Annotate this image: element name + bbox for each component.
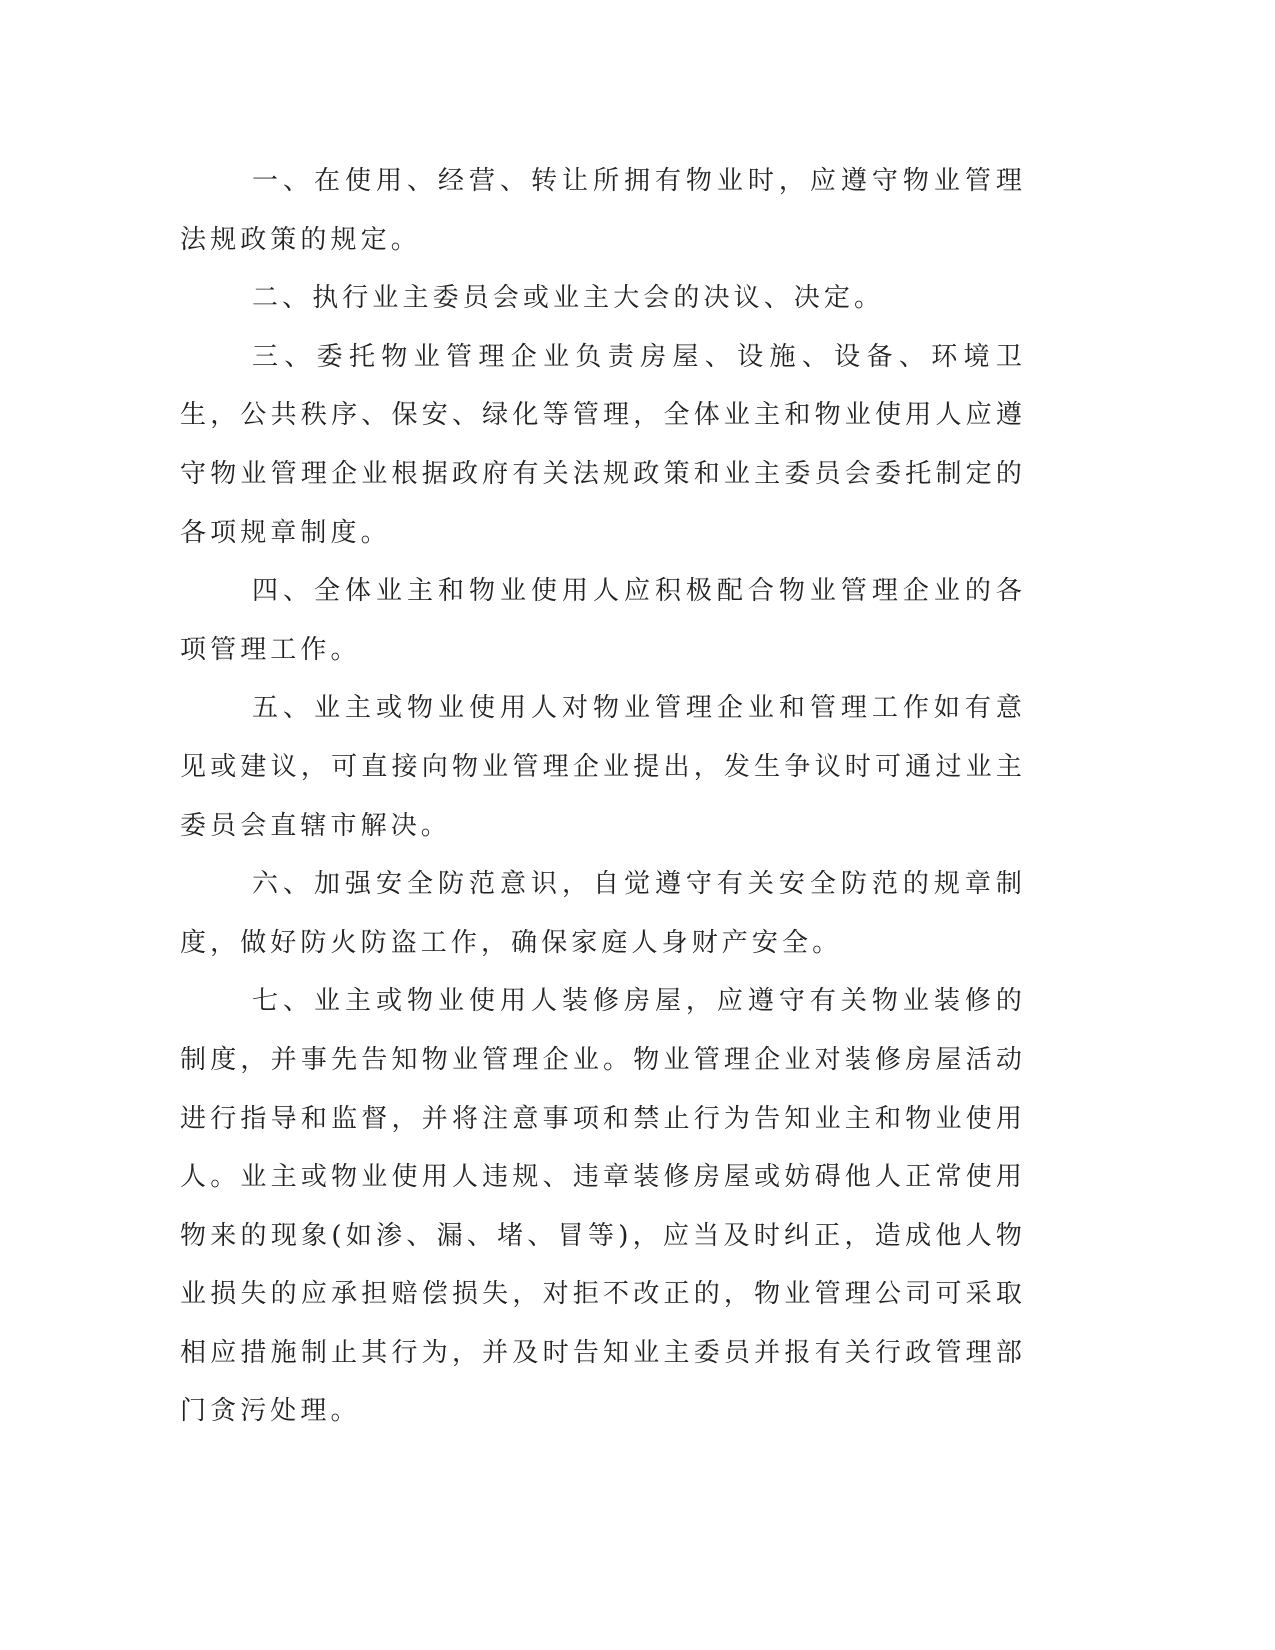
paragraph-1: 一、在使用、经营、转让所拥有物业时，应遵守物业管理法规政策的规定。 xyxy=(180,166,1026,255)
paragraph-3: 三、委托物业管理企业负责房屋、设施、设备、环境卫生，公共秩序、保安、绿化等管理，全体业主和物业使用人应遵守物业管理企业根据政府有关法规政策和业主委员会委托制定的各项规章制度。 xyxy=(180,341,1026,548)
document-body xyxy=(180,152,1026,1441)
paragraph-7: 七、业主或物业使用人装修房屋，应遵守有关物业装修的制度，并事先告知物业管理企业。物业管理企业对装修房屋活动进行指导和监督，并将注意事项和禁止行为告知业主和物业使用人。业主或物业使用人违规、违章装修房屋或妨碍他人正常使用物来的现象(如渗、漏、堵、冒等)，应当及时纠正，造成他人物业损失的应承担赔偿损失，对拒不改正的，物业管理公司可采取相应措施制止其行为，并及时告知业主委员并报有关行政管理部门贪污处理。 xyxy=(180,986,1026,1427)
paragraph-5: 五、业主或物业使用人对物业管理企业和管理工作如有意见或建议，可直接向物业管理企业提出，发生争议时可通过业主委员会直辖市解决。 xyxy=(180,693,1026,841)
paragraph-6: 六、加强安全防范意识，自觉遵守有关安全防范的规章制度，做好防火防盗工作，确保家庭人身财产安全。 xyxy=(180,869,1026,958)
paragraph-2: 二、执行业主委员会或业主大会的决议、决定。 xyxy=(252,283,885,314)
paragraph-4: 四、全体业主和物业使用人应积极配合物业管理企业的各项管理工作。 xyxy=(180,576,1026,665)
